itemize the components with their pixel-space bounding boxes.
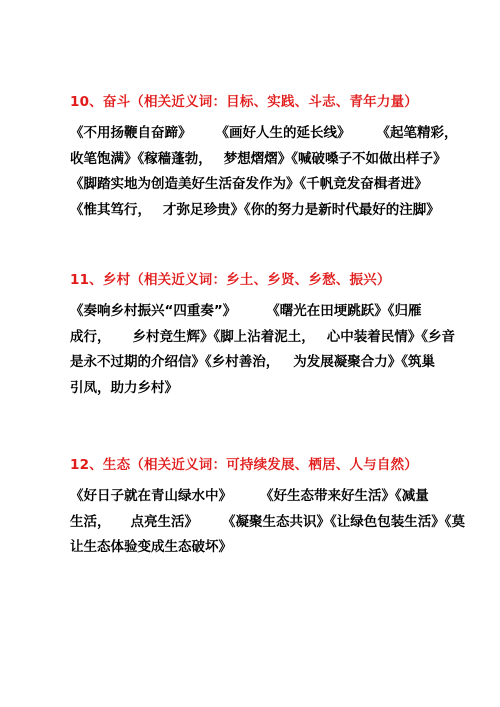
text-segment: 《曙光在田埂跳跃》《归雁 [266, 303, 422, 319]
text-segment: 梦想熠熠》《喊破嗓子不如做出样子》 [223, 150, 447, 167]
text-segment: 心中装着民情》《乡音 [326, 328, 455, 345]
text-segment: 让生态体验变成生态破坏》 [70, 539, 232, 555]
section-xiangcun [70, 270, 455, 401]
text-segment: 引凤，助力乡村》 [70, 379, 178, 396]
text-line [70, 121, 458, 147]
text-segment: 收笔饱满》《稼穑蓬勃， [70, 150, 212, 167]
text-segment: 为发展凝聚合力》《筑巢 [293, 354, 435, 370]
text-line [70, 484, 442, 510]
section-heading: 12、生态（相关近义词：可持续发展、栖居、人与自然） [70, 457, 418, 473]
text-line [70, 535, 442, 561]
text-segment: 乡村竞生辉》《脚上沾着泥土， [132, 328, 315, 345]
section-shengtai [70, 455, 465, 561]
text-line [70, 376, 442, 402]
text-segment: 点亮生活》 [130, 513, 198, 530]
text-segment: 生活， [70, 513, 111, 530]
text-segment: 《好生态带来好生活》《减量 [260, 488, 429, 504]
text-segment: 《脚踏实地为创造美好生活奋发作为》《千帆竞发奋楫者进》 [70, 176, 428, 192]
text-line [70, 198, 442, 224]
text-segment: 是永不过期的介绍信》《乡村善治， [70, 354, 280, 370]
text-segment: 才弥足珍贵》《你的努力是新时代最好的注脚》 [163, 201, 440, 218]
text-line [70, 325, 455, 351]
section-fendou [70, 92, 458, 223]
text-segment: 《凝聚生态共识》《让绿色包装生活》《莫 [222, 513, 465, 530]
section-heading: 10、奋斗（相关近义词：目标、实践、斗志、青年力量） [70, 94, 418, 110]
section-heading: 11、乡村（相关近义词：乡土、乡贤、乡愁、振兴） [70, 272, 391, 288]
text-line [70, 299, 442, 325]
text-segment: 《惟其笃行， [70, 201, 151, 218]
text-line [70, 172, 442, 198]
text-line [70, 147, 447, 173]
text-segment: 《画好人生的延长线》 [215, 125, 351, 141]
text-segment: 《起笔精彩， [376, 125, 458, 141]
text-segment: 《不用扬鞭自奋蹄》 [70, 125, 192, 141]
text-segment: 《奏响乡村振兴“四重奏”》 [70, 303, 237, 319]
text-line [70, 510, 465, 536]
text-line [70, 350, 442, 376]
text-segment: 《好日子就在青山绿水中》 [70, 488, 232, 504]
text-segment: 成行， [70, 328, 111, 345]
